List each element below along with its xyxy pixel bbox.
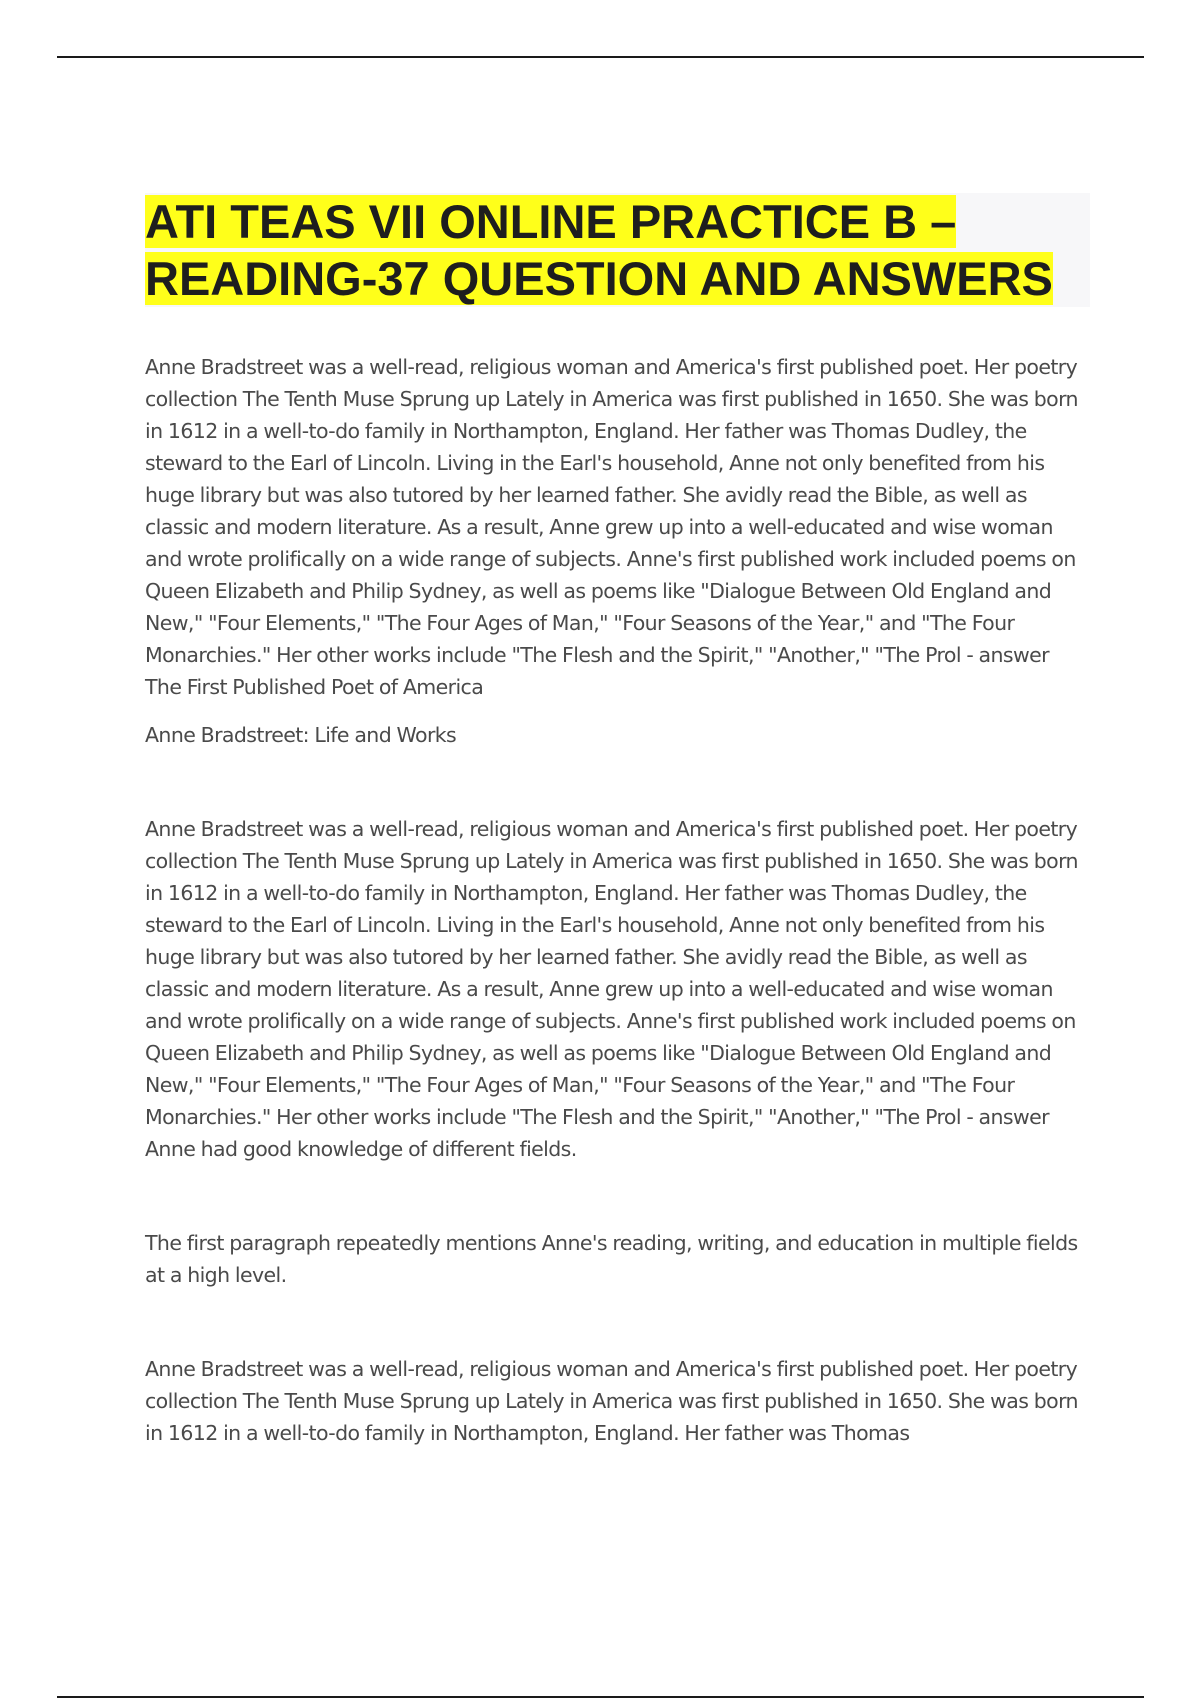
top-rule: [57, 56, 1144, 58]
document-title: ATI TEAS VII ONLINE PRACTICE B – READING-37 QUESTION AND ANSWERS: [145, 195, 1053, 305]
question-passage-2: Anne Bradstreet was a well-read, religious woman and America's first published poet. Her poetry collection The Tenth Muse Sprung up Lately in America was first published in 1650. She was born in 1612 in a well-to-do family in Northampton, England. Her father was Thomas Dudley, the steward to the Earl of Lincoln. Living in the Earl's household, Anne not only benefited from his huge library but was also tutored by her learned father. She avidly read the Bible, as well as classic and modern literature. As a result, Anne grew up into a well-educated and wise woman and wrote prolifically on a wide range of subjects. Anne's first published work included poems on Queen Elizabeth and Philip Sydney, as well as poems like "Dialogue Between Old England and New," "Four Elements," "The Four Ages of Man," "Four Seasons of the Year," and "The Four Monarchies." Her other works include "The Flesh and the Spirit," "Another," "The Prol - answer Anne had good knowledge of different fields.: [145, 817, 1078, 1161]
document-body: [145, 193, 1090, 1449]
passage-subtitle: Anne Bradstreet: Life and Works: [145, 723, 457, 747]
bottom-rule: [57, 1696, 1144, 1698]
question-passage-1: Anne Bradstreet was a well-read, religious woman and America's first published poet. Her poetry collection The Tenth Muse Sprung up Lately in America was first published in 1650. She was born in 1612 in a well-to-do family in Northampton, England. Her father was Thomas Dudley, the steward to the Earl of Lincoln. Living in the Earl's household, Anne not only benefited from his huge library but was also tutored by her learned father. She avidly read the Bible, as well as classic and modern literature. As a result, Anne grew up into a well-educated and wise woman and wrote prolifically on a wide range of subjects. Anne's first published work included poems on Queen Elizabeth and Philip Sydney, as well as poems like "Dialogue Between Old England and New," "Four Elements," "The Four Ages of Man," "Four Seasons of the Year," and "The Four Monarchies." Her other works include "The Flesh and the Spirit," "Another," "The Prol - answer The First Published Poet of America: [145, 355, 1078, 699]
question-passage-3: Anne Bradstreet was a well-read, religious woman and America's first published poet. Her poetry collection The Tenth Muse Sprung up Lately in America was first published in 1650. She was born in 1612 in a well-to-do family in Northampton, England. Her father was Thomas: [145, 1357, 1078, 1445]
answer-explanation: The first paragraph repeatedly mentions Anne's reading, writing, and education in multiple fields at a high level.: [145, 1231, 1078, 1287]
title-block: [145, 193, 1090, 307]
